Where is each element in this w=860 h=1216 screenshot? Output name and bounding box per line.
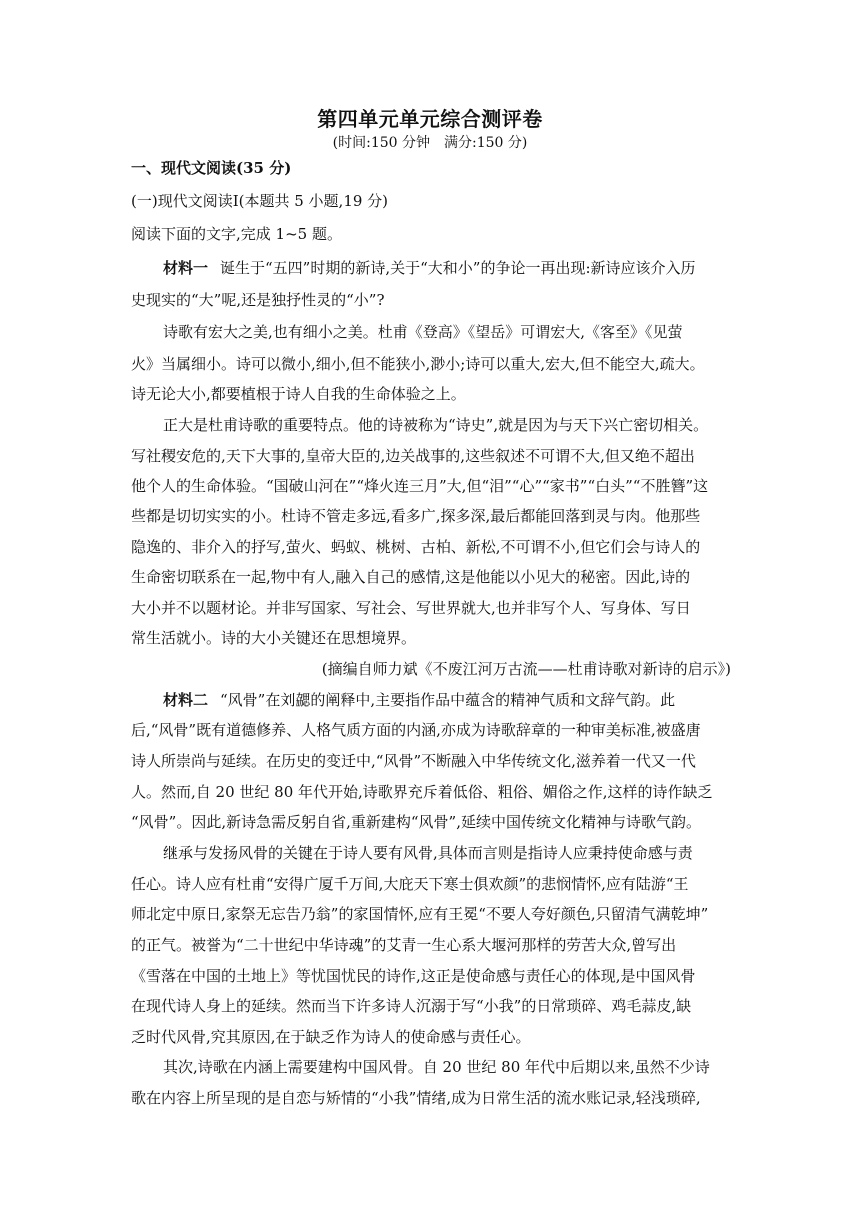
paragraph-line: 隐逸的、非介入的抒写,萤火、蚂蚁、桃树、古柏、新松,不可谓不小,但它们会与诗人的 [131,538,701,556]
material-label: 材料一 [163,259,209,277]
paragraph-line: 些都是切切实实的小。杜诗不管走多远,看多广,探多深,最后都能回落到灵与肉。他那些 [131,507,701,525]
paragraph-line: 写社稷安危的,天下大事的,皇帝大臣的,边关战事的,这些叙述不可谓不大,但又绝不超出 [131,447,695,465]
paragraph-line: 诗人所崇尚与延续。在历史的变迁中,“风骨”不断融入中华传统文化,滋养着一代又一代 [131,752,696,770]
paragraph-line: 任心。诗人应有杜甫“安得广厦千万间,大庇天下寒士俱欢颜”的悲悯情怀,应有陆游“王 [131,875,689,893]
paragraph-line: 继承与发扬风骨的关键在于诗人要有风骨,具体而言则是指诗人应秉持使命感与责 [163,844,693,862]
paragraph-line: 歌在内容上所呈现的是自恋与矫情的“小我”情绪,成为日常生活的流水账记录,轻浅琐碎, [131,1089,701,1107]
paragraph-line: 大小并不以题材论。并非写国家、写社会、写世界就大,也并非写个人、写身体、写日 [131,599,691,617]
subsection-heading: (一)现代文阅读Ⅰ(本题共 5 小题,19 分) [131,192,389,210]
paragraph-line: 材料二 “风骨”在刘勰的阐释中,主要指作品中蕴含的精神气质和文辞气韵。此 [163,691,676,709]
paragraph-line: 师北定中原日,家祭无忘告乃翁”的家国情怀,应有王冕“不要人夸好颜色,只留清气满乾坤” [131,905,709,923]
paragraph-line: 乏时代风骨,究其原因,在于缺乏作为诗人的使命感与责任心。 [131,1028,531,1046]
page-subtitle: (时间:150 分钟 满分:150 分) [332,135,528,151]
paragraph-line: 《雪落在中国的土地上》等忧国忧民的诗作,这正是使命感与责任心的体现,是中国风骨 [131,967,696,985]
paragraph-line: 常生活就小。诗的大小关键还在思想境界。 [131,629,417,647]
section-heading: 一、现代文阅读(35 分) [131,159,292,177]
paragraph-line: 他个人的生命体验。“国破山河在”“烽火连三月”大,但“泪”“心”“家书”“白头”“不胜簪”这 [131,477,709,495]
instruction: 阅读下面的文字,完成 1~5 题。 [131,225,342,243]
paragraph-line: 后,“风骨”既有道德修养、人格气质方面的内涵,亦成为诗歌辞章的一种审美标准,被盛唐 [131,721,701,739]
material-label: 材料二 [163,691,209,709]
paragraph-line: 人。然而,自 20 世纪 80 年代开始,诗歌界充斥着低俗、粗俗、媚俗之作,这样的诗作缺乏 [131,783,713,801]
paragraph-line: 正大是杜甫诗歌的重要特点。他的诗被称为“诗史”,就是因为与天下兴亡密切相关。 [163,416,709,434]
paragraph-line: 史现实的“大”呢,还是独抒性灵的“小”? [131,291,385,309]
paragraph-line: “风骨”。因此,新诗急需反躬自省,重新建构“风骨”,延续中国传统文化精神与诗歌气韵。 [131,813,701,831]
paragraph-line: 其次,诗歌在内涵上需要建构中国风骨。自 20 世纪 80 年代中后期以来,虽然不少诗 [163,1058,710,1076]
paragraph-line: 生命密切联系在一起,物中有人,融入自己的感情,这是他能以小见大的秘密。因此,诗的 [131,568,691,586]
page-title: 第四单元单元综合测评卷 [317,107,543,131]
paragraph-line: 火》当属细小。诗可以微小,细小,但不能狭小,渺小;诗可以重大,宏大,但不能空大,疏大。 [131,355,705,373]
paragraph-line: 诗无论大小,都要植根于诗人自我的生命体验之上。 [131,385,466,403]
paragraph-line: 诗歌有宏大之美,也有细小之美。杜甫《登高》《望岳》可谓宏大,《客至》《见萤 [163,323,683,341]
source-citation: (摘编自师力斌《不废江河万古流——杜甫诗歌对新诗的启示》) [321,660,731,678]
paragraph-line: 的正气。被誉为“二十世纪中华诗魂”的艾青一生心系大堰河那样的劳苦大众,曾写出 [131,936,677,954]
paragraph-line: 材料一 诞生于“五四”时期的新诗,关于“大和小”的争论一再出现:新诗应该介入历 [163,259,696,277]
paragraph-line: 在现代诗人身上的延续。然而当下许多诗人沉溺于写“小我”的日常琐碎、鸡毛蒜皮,缺 [131,997,692,1015]
